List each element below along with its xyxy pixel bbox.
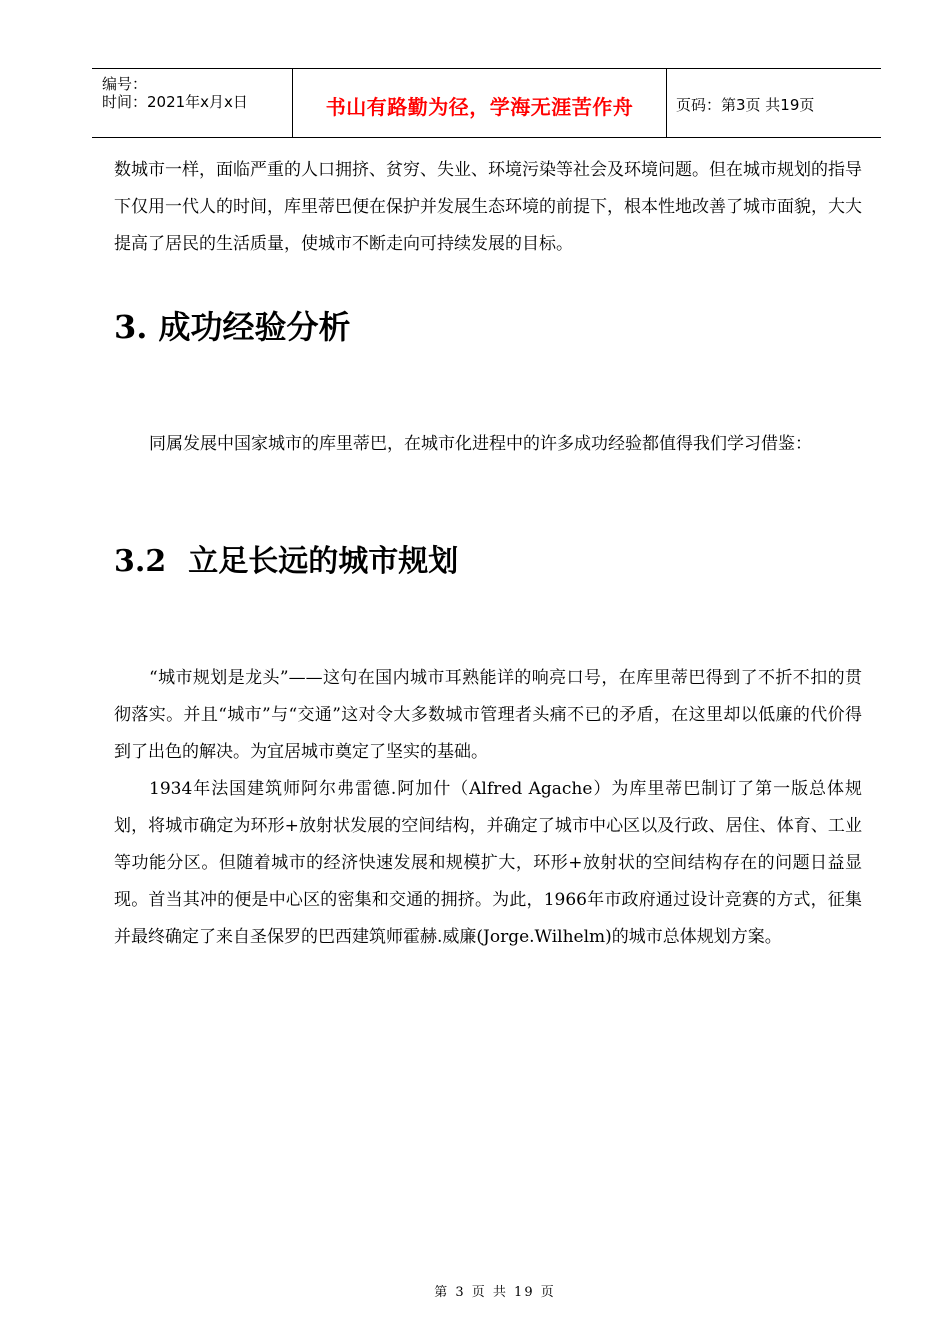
time-label: 时间：2021年x月x日 xyxy=(102,93,248,111)
heading-section-3-2 xyxy=(114,536,458,580)
paragraph-continue: 数城市一样，面临严重的人口拥挤、贫穷、失业、环境污染等社会及环境问题。但在城市规划的指导下仅用一代人的时间，库里蒂巴便在保护并发展生态环境的前提下，根本性地改善了城市面貌，大大提高了居民的生活质量，使城市不断走向可持续发展的目标。 xyxy=(114,160,862,254)
header-table xyxy=(92,68,881,138)
motto: 书山有路勤为径，学海无涯苦作舟 xyxy=(325,95,634,119)
heading-title: 立足长远的城市规划 xyxy=(188,544,459,579)
heading-number: 3.2 xyxy=(114,544,167,579)
header-page-cell xyxy=(667,69,881,137)
paragraph-slogan: “城市规划是龙头”——这句在国内城市耳熟能详的响亮口号，在库里蒂巴得到了不折不扣的贯彻落实。并且“城市”与“交通”这对令大多数城市管理者头痛不已的矛盾，在这里却以低廉的代价得到了出色的解决。为宜居城市奠定了坚实的基础。 xyxy=(114,668,862,762)
code-label: 编号： xyxy=(102,75,148,93)
page-footer: 第 3 页 共 19 页 xyxy=(434,1285,556,1300)
paragraph-history: 1934年法国建筑师阿尔弗雷德.阿加什（Alfred Agache）为库里蒂巴制订了第一版总体规划，将城市确定为环形+放射状发展的空间结构，并确定了城市中心区以及行政、居住、体育、工业等功能分区。但随着城市的经济快速发展和规模扩大，环形+放射状的空间结构存在的问题日益显现。首当其冲的便是中心区的密集和交通的拥挤。为此，1966年市政府通过设计竞赛的方式，征集并最终确定了来自圣保罗的巴西建筑师霍赫.威廉(Jorge.Wilhelm)的城市总体规划方案。 xyxy=(114,779,862,947)
header-meta-cell xyxy=(92,69,293,137)
heading-section-3: 3. 成功经验分析 xyxy=(114,308,351,346)
header-page-label: 页码：第3页 共19页 xyxy=(676,96,815,114)
header-motto-cell xyxy=(293,69,667,137)
paragraph-intro: 同属发展中国家城市的库里蒂巴，在城市化进程中的许多成功经验都值得我们学习借鉴： xyxy=(149,434,812,454)
